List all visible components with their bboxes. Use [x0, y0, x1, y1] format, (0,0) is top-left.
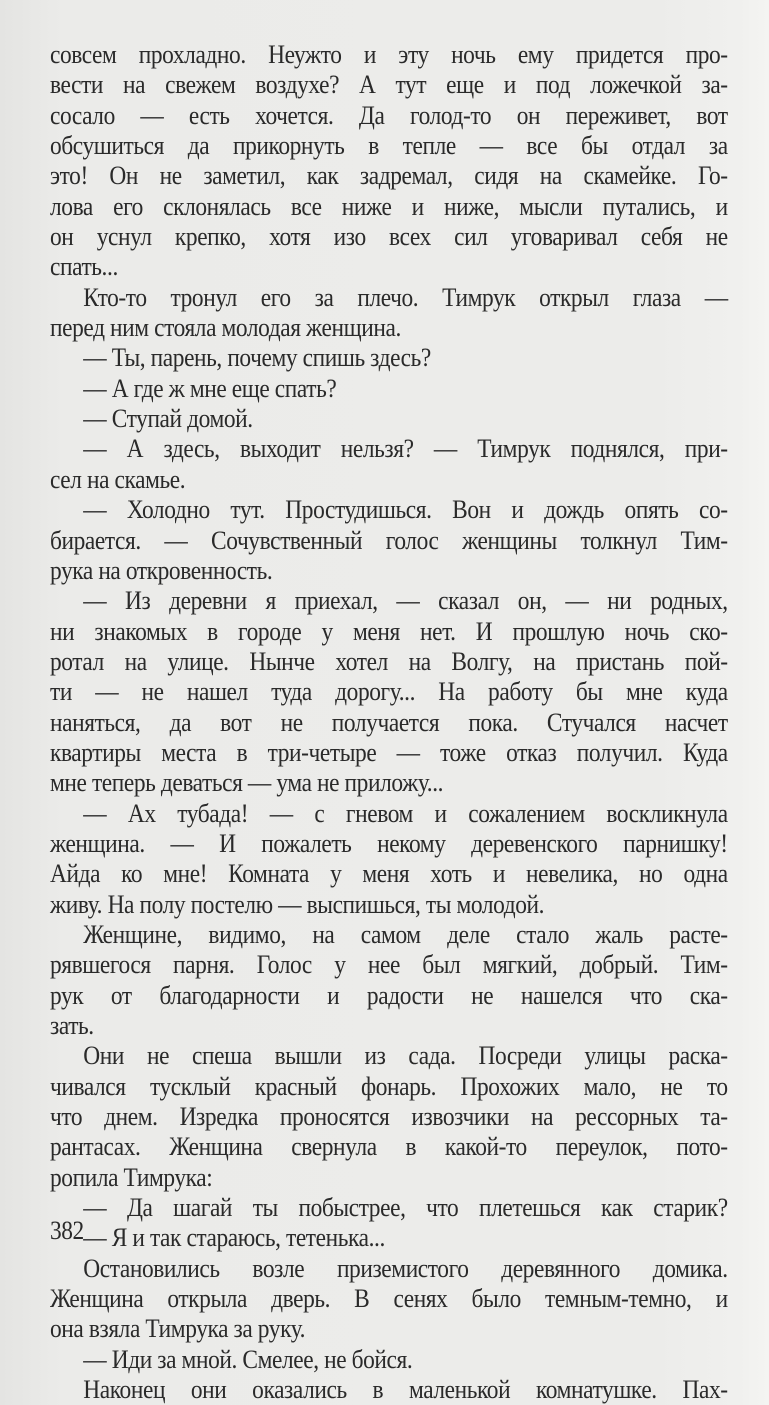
text-line: это! Он не заметил, как задремал, сидя на скамейке. Го- [50, 161, 728, 191]
text-line: совсем прохладно. Неужто и эту ночь ему придется про- [50, 40, 728, 69]
text-line: чивался тусклый красный фонарь. Прохожих мало, не то [50, 1071, 728, 1101]
page-number: 382 [50, 1216, 84, 1245]
text-line: она взяла Тимрука за руку. [50, 1314, 306, 1344]
text-line: Кто-то тронул его за плечо. Тимрук открыл глаза — [83, 282, 728, 312]
text-line: ротал на улице. Нынче хотел на Волгу, на пристань пой- [50, 646, 728, 676]
text-line: сосало — есть хочется. Да голод-то он переживет, вот [50, 100, 728, 130]
text-line: — А здесь, выходит нельзя? — Тимрук поднялся, при- [83, 434, 728, 464]
text-line: — Из деревни я приехал, — сказал он, — ни родных, [83, 586, 728, 616]
text-line: сел на скамье. [50, 464, 186, 494]
text-line: ропила Тимрука: [50, 1162, 213, 1192]
text-line: женщина. — И пожалеть некому деревенского парнишку! [50, 828, 728, 858]
text-line: мне теперь деваться — ума не приложу... [50, 768, 444, 798]
text-line: рука на откровенность. [50, 555, 273, 585]
text-line: — Да шагай ты побыстрее, что плетешься как старик? [83, 1193, 728, 1223]
text-line: — Холодно тут. Простудишься. Вон и дождь опять со- [83, 495, 728, 525]
text-line: рук от благодарности и радости не нашелся что ска- [50, 980, 728, 1010]
text-line: наняться, да вот не получается пока. Стучался насчет [50, 707, 728, 737]
text-line: — А где ж мне еще спать? [83, 373, 337, 403]
text-line: Остановились возле приземистого деревянного домика. [83, 1253, 728, 1283]
text-line: Женщина открыла дверь. В сенях было темным-темно, и [50, 1284, 728, 1314]
text-line: Наконец они оказались в маленькой комнатушке. Пах- [83, 1375, 728, 1405]
text-line: Женщине, видимо, на самом деле стало жаль расте- [83, 919, 728, 949]
text-line: — Ступай домой. [83, 404, 253, 434]
text-line: — Ты, парень, почему спишь здесь? [83, 343, 431, 373]
text-line: — Иди за мной. Смелее, не бойся. [83, 1344, 413, 1374]
text-line: он уснул крепко, хотя изо всех сил уговаривал себя не [50, 222, 728, 252]
text-line: вести на свежем воздухе? А тут еще и под ложечкой за- [50, 70, 728, 100]
text-line: — Я и так стараюсь, тетенька... [83, 1223, 385, 1253]
text-line: — Ах тубада! — с гневом и сожалением воскликнула [83, 798, 728, 828]
text-line: бирается. — Сочувственный голос женщины толкнул Тим- [50, 525, 728, 555]
text-line: рявшегося парня. Голос у нее был мягкий, добрый. Тим- [50, 950, 728, 980]
text-line: квартиры места в три-четыре — тоже отказ получил. Куда [50, 737, 728, 767]
text-line: рантасах. Женщина свернула в какой-то переулок, пото- [50, 1132, 728, 1162]
text-line: Айда ко мне! Комната у меня хоть и невелика, но одна [50, 859, 728, 889]
text-line: что днем. Изредка проносятся извозчики на рессорных та- [50, 1102, 728, 1132]
text-line: зать. [50, 1011, 94, 1040]
text-line: спать... [50, 252, 118, 282]
text-line: лова его склонялась все ниже и ниже, мысли путались, и [50, 191, 728, 221]
text-line: ти — не нашел туда дорогу... На работу бы мне куда [50, 677, 728, 707]
text-line: Они не спеша вышли из сада. Посреди улицы раска- [83, 1041, 728, 1071]
text-line: ни знакомых в городе у меня нет. И прошлую ночь ско- [50, 616, 728, 646]
text-line: перед ним стояла молодая женщина. [50, 313, 401, 343]
book-page-text [50, 40, 728, 1405]
text-line: обсушиться да прикорнуть в тепле — все бы отдал за [50, 131, 728, 161]
text-line: живу. На полу постелю — выспишься, ты молодой. [50, 889, 545, 919]
